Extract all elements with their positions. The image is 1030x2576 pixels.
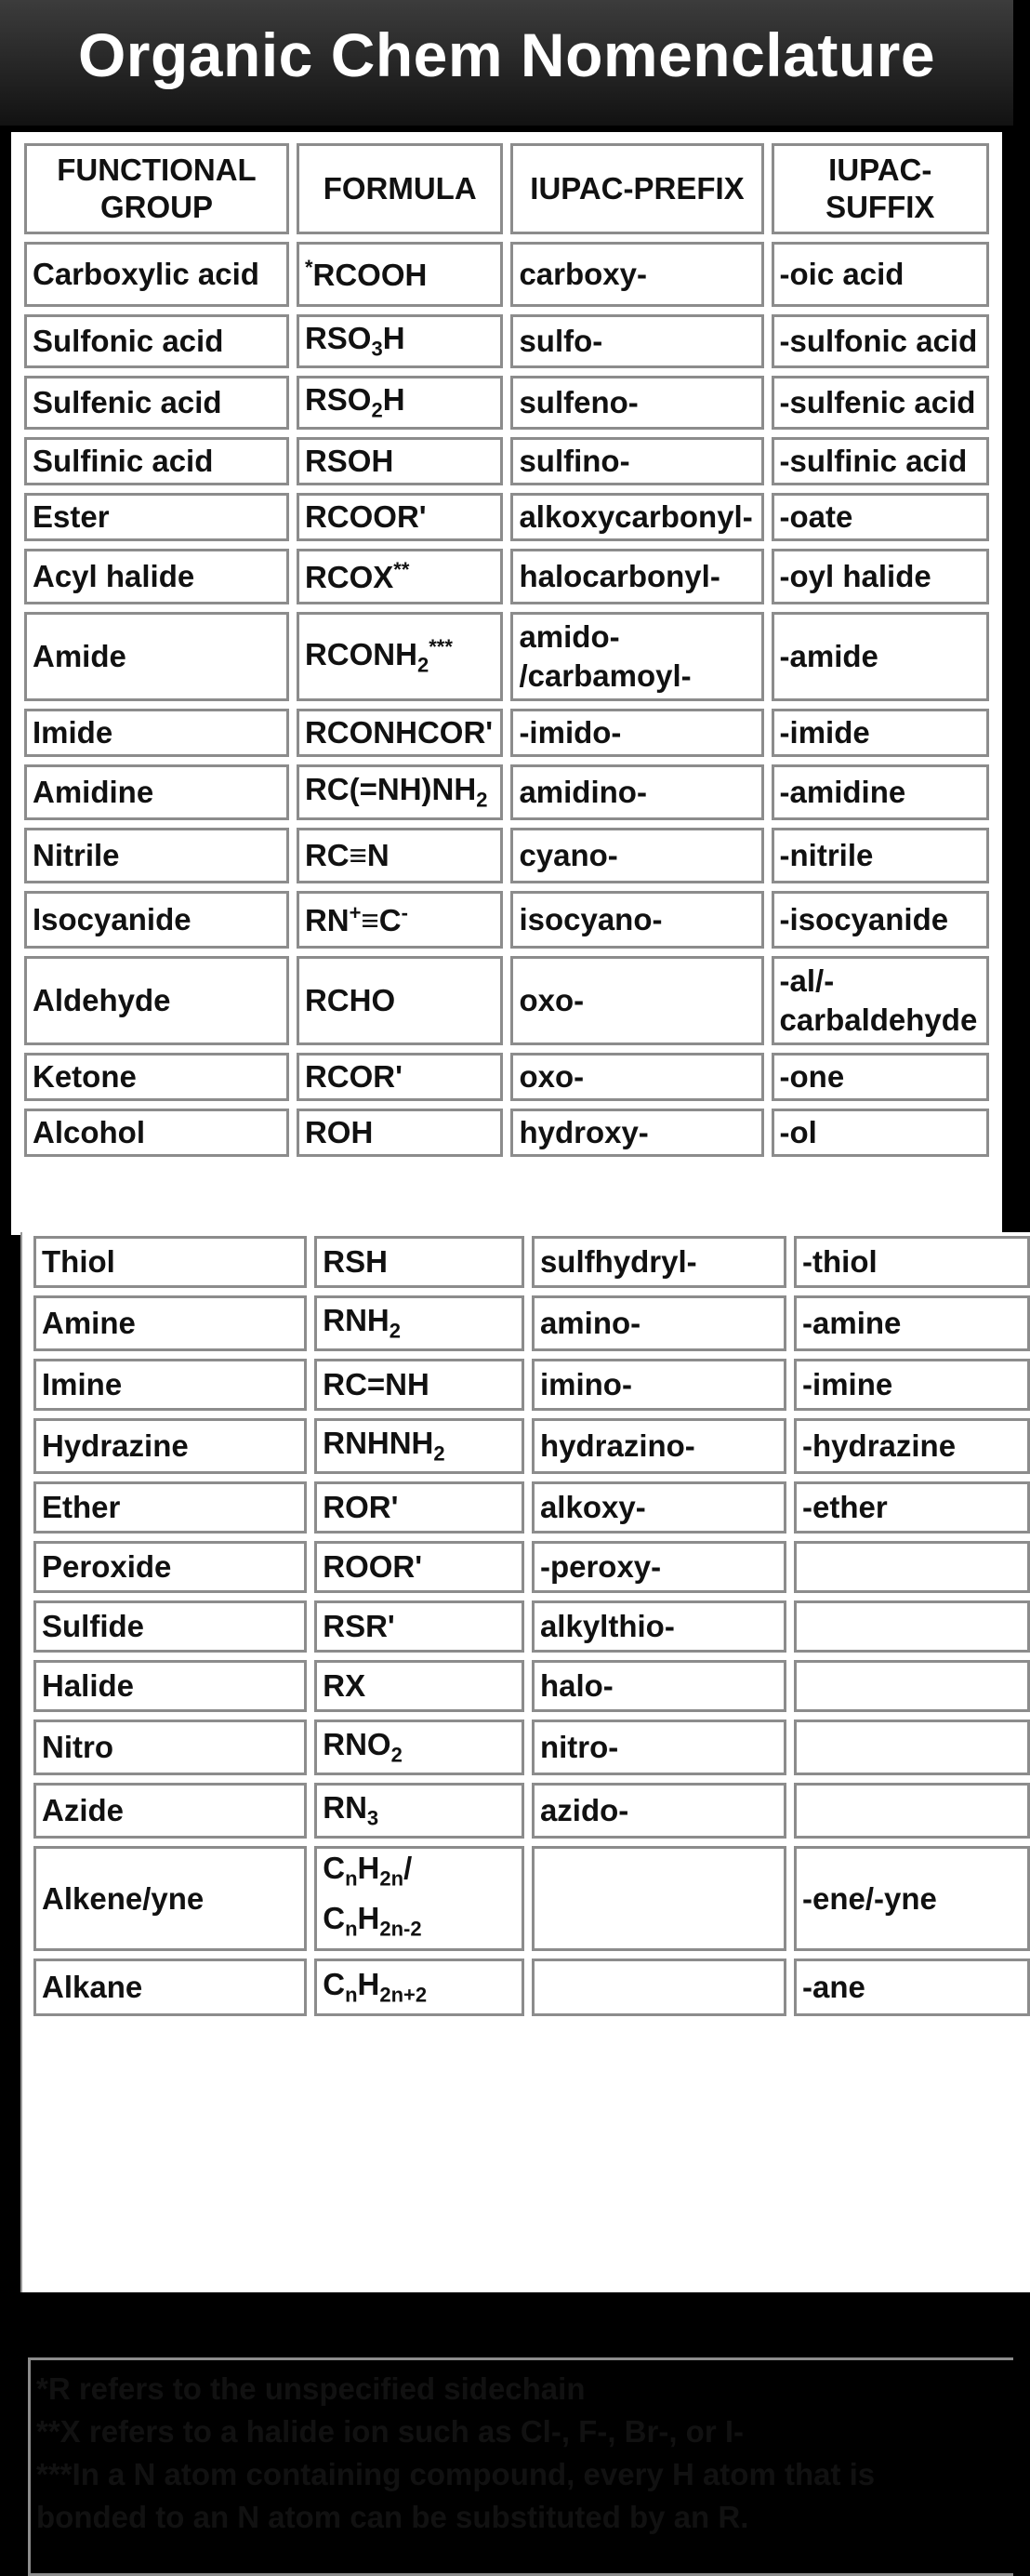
iupac-suffix-cell: -sulfonic acid xyxy=(772,314,989,368)
iupac-prefix-cell: azido- xyxy=(532,1783,786,1839)
formula-cell: $RC(=NH)NH_2$ xyxy=(297,764,503,820)
formula-cell: ROH xyxy=(297,1109,503,1157)
iupac-prefix-cell: sulfeno- xyxy=(510,376,763,430)
functional-group-cell: Hydrazine xyxy=(33,1418,307,1474)
functional-group-cell: Aldehyde xyxy=(24,956,289,1045)
table-row xyxy=(24,376,989,430)
functional-group-cell: Peroxide xyxy=(33,1541,307,1593)
iupac-suffix-cell: -oyl halide xyxy=(772,549,989,604)
iupac-suffix-cell: -nitrile xyxy=(772,828,989,883)
table-row xyxy=(33,1481,1030,1534)
table-row xyxy=(24,891,989,949)
page-title: Organic Chem Nomenclature xyxy=(77,20,936,89)
table-row xyxy=(33,1600,1030,1653)
functional-group-cell: Alcohol xyxy=(24,1109,289,1157)
header-iupac-prefix: IUPAC-PREFIX xyxy=(510,143,763,234)
iupac-prefix-cell: halo- xyxy=(532,1660,786,1712)
functional-group-cell: Nitrile xyxy=(24,828,289,883)
functional-group-cell: Ketone xyxy=(24,1053,289,1101)
iupac-suffix-cell: -oic acid xyxy=(772,242,989,307)
functional-group-cell: Sulfide xyxy=(33,1600,307,1653)
functional-group-cell: Azide xyxy=(33,1783,307,1839)
iupac-suffix-cell: -imine xyxy=(794,1359,1030,1411)
table-panel-bottom xyxy=(20,1232,1030,2534)
iupac-suffix-cell: -sulfinic acid xyxy=(772,437,989,485)
table-row xyxy=(24,493,989,541)
iupac-suffix-cell: -oate xyxy=(772,493,989,541)
formula-cell: $C_nH_{2n+2}$ xyxy=(314,1959,524,2016)
functional-group-cell: Isocyanide xyxy=(24,891,289,949)
footnotes xyxy=(28,2357,1013,2576)
iupac-prefix-cell: halocarbonyl- xyxy=(510,549,763,604)
header-iupac-suffix: IUPAC- SUFFIX xyxy=(772,143,989,234)
table-row xyxy=(33,1959,1030,2016)
formula-cell: ROOR' xyxy=(314,1541,524,1593)
formula-cell: $C_nH_{2n}/$ $C_nH_{2n-2}$ xyxy=(314,1846,524,1951)
iupac-prefix-cell: oxo- xyxy=(510,1053,763,1101)
iupac-prefix-cell: alkoxy- xyxy=(532,1481,786,1534)
table-row xyxy=(33,1720,1030,1775)
formula-cell: ROR' xyxy=(314,1481,524,1534)
header-functional-group: FUNCTIONAL GROUP xyxy=(24,143,289,234)
table-row xyxy=(24,612,989,701)
formula-cell: RSR' xyxy=(314,1600,524,1653)
iupac-prefix-cell: sulfino- xyxy=(510,437,763,485)
functional-group-cell: Imine xyxy=(33,1359,307,1411)
functional-group-cell: Amine xyxy=(33,1295,307,1351)
iupac-prefix-cell: amino- xyxy=(532,1295,786,1351)
iupac-prefix-cell: oxo- xyxy=(510,956,763,1045)
iupac-suffix-cell: -ane xyxy=(794,1959,1030,2016)
table-row xyxy=(24,1053,989,1101)
table-row xyxy=(24,709,989,757)
formula-cell: RCHO xyxy=(297,956,503,1045)
iupac-prefix-cell: carboxy- xyxy=(510,242,763,307)
iupac-suffix-cell: -ether xyxy=(794,1481,1030,1534)
formula-cell: $RCONH_2^{***}$ xyxy=(297,612,503,701)
table-row xyxy=(33,1660,1030,1712)
table-row xyxy=(24,1109,989,1157)
iupac-suffix-cell: -isocyanide xyxy=(772,891,989,949)
formula-cell: RCOOR' xyxy=(297,493,503,541)
table-row xyxy=(33,1359,1030,1411)
iupac-suffix-cell: -amide xyxy=(772,612,989,701)
functional-group-cell: Ester xyxy=(24,493,289,541)
formula-cell: $RNHNH_2$ xyxy=(314,1418,524,1474)
formula-cell: RC=NH xyxy=(314,1359,524,1411)
functional-group-cell: Alkane xyxy=(33,1959,307,2016)
functional-group-cell: Ether xyxy=(33,1481,307,1534)
iupac-suffix-cell xyxy=(794,1541,1030,1593)
iupac-prefix-cell: alkylthio- xyxy=(532,1600,786,1653)
table-row xyxy=(33,1295,1030,1351)
formula-cell: RC≡N xyxy=(297,828,503,883)
iupac-prefix-cell: nitro- xyxy=(532,1720,786,1775)
iupac-suffix-cell: -imide xyxy=(772,709,989,757)
formula-cell: $RNH_2$ xyxy=(314,1295,524,1351)
functional-group-cell: Thiol xyxy=(33,1236,307,1288)
functional-group-cell: Carboxylic acid xyxy=(24,242,289,307)
iupac-prefix-cell xyxy=(532,1846,786,1951)
functional-group-cell: Sulfinic acid xyxy=(24,437,289,485)
functional-group-cell: Alkene/yne xyxy=(33,1846,307,1951)
formula-cell: *RCOOH xyxy=(297,242,503,307)
iupac-prefix-cell: amidino- xyxy=(510,764,763,820)
table-row xyxy=(24,828,989,883)
table-row xyxy=(24,437,989,485)
iupac-suffix-cell: -amine xyxy=(794,1295,1030,1351)
formula-cell: RN+≡C- xyxy=(297,891,503,949)
table-row xyxy=(33,1783,1030,1839)
header-formula: FORMULA xyxy=(297,143,503,234)
iupac-suffix-cell: -al/- carbaldehyde xyxy=(772,956,989,1045)
iupac-suffix-cell xyxy=(794,1783,1030,1839)
iupac-suffix-cell xyxy=(794,1600,1030,1653)
footnote: bonded to an N atom can be substituted by an R. xyxy=(36,2500,749,2534)
iupac-prefix-cell: hydroxy- xyxy=(510,1109,763,1157)
iupac-prefix-cell: sulfhydryl- xyxy=(532,1236,786,1288)
iupac-suffix-cell: -ol xyxy=(772,1109,989,1157)
iupac-prefix-cell: alkoxycarbonyl- xyxy=(510,493,763,541)
table-panel-top xyxy=(11,132,1002,1235)
functional-group-cell: Sulfonic acid xyxy=(24,314,289,368)
table-row xyxy=(33,1418,1030,1474)
table-row xyxy=(24,764,989,820)
iupac-prefix-cell: amido- /carbamoyl- xyxy=(510,612,763,701)
functional-group-cell: Nitro xyxy=(33,1720,307,1775)
iupac-suffix-cell: -sulfenic acid xyxy=(772,376,989,430)
footnote: **X refers to a halide ion such as Cl-, F-, Br-, or I- xyxy=(36,2414,744,2449)
scrollbar[interactable] xyxy=(1013,0,1030,1232)
formula-cell: RSOH xyxy=(297,437,503,485)
formula-cell: RCONHCOR' xyxy=(297,709,503,757)
functional-group-cell: Amidine xyxy=(24,764,289,820)
iupac-prefix-cell: -peroxy- xyxy=(532,1541,786,1593)
functional-group-cell: Sulfenic acid xyxy=(24,376,289,430)
table-row xyxy=(24,549,989,604)
formula-cell: $RSO_3H$ xyxy=(297,314,503,368)
functional-group-cell: Acyl halide xyxy=(24,549,289,604)
iupac-suffix-cell: -one xyxy=(772,1053,989,1101)
iupac-suffix-cell: -hydrazine xyxy=(794,1418,1030,1474)
iupac-prefix-cell: isocyano- xyxy=(510,891,763,949)
iupac-suffix-cell xyxy=(794,1720,1030,1775)
formula-cell: RX xyxy=(314,1660,524,1712)
formula-cell: $RSO_2H$ xyxy=(297,376,503,430)
iupac-suffix-cell: -ene/-yne xyxy=(794,1846,1030,1951)
nomenclature-table-top xyxy=(17,136,997,1164)
formula-cell: RCOX** xyxy=(297,549,503,604)
table-row xyxy=(24,314,989,368)
functional-group-cell: Amide xyxy=(24,612,289,701)
table-row xyxy=(24,242,989,307)
functional-group-cell: Imide xyxy=(24,709,289,757)
formula-cell: $RN_3$ xyxy=(314,1783,524,1839)
iupac-prefix-cell: hydrazino- xyxy=(532,1418,786,1474)
iupac-suffix-cell xyxy=(794,1660,1030,1712)
iupac-prefix-cell: -imido- xyxy=(510,709,763,757)
iupac-suffix-cell: -amidine xyxy=(772,764,989,820)
iupac-suffix-cell: -thiol xyxy=(794,1236,1030,1288)
iupac-prefix-cell: imino- xyxy=(532,1359,786,1411)
iupac-prefix-cell: sulfo- xyxy=(510,314,763,368)
formula-cell: $RNO_2$ xyxy=(314,1720,524,1775)
table-row xyxy=(33,1541,1030,1593)
formula-cell: RSH xyxy=(314,1236,524,1288)
table-row xyxy=(33,1846,1030,1951)
footnote: *R refers to the unspecified sidechain xyxy=(36,2371,586,2406)
functional-group-cell: Halide xyxy=(33,1660,307,1712)
table-row xyxy=(33,1236,1030,1288)
formula-cell: RCOR' xyxy=(297,1053,503,1101)
iupac-prefix-cell: cyano- xyxy=(510,828,763,883)
footnote: ***In a N atom containing compound, every H atom that is xyxy=(36,2457,876,2491)
table-row xyxy=(24,956,989,1045)
title-bar xyxy=(0,0,1013,126)
iupac-prefix-cell xyxy=(532,1959,786,2016)
header-row xyxy=(24,143,989,234)
nomenclature-table-bottom xyxy=(26,1228,1030,2024)
